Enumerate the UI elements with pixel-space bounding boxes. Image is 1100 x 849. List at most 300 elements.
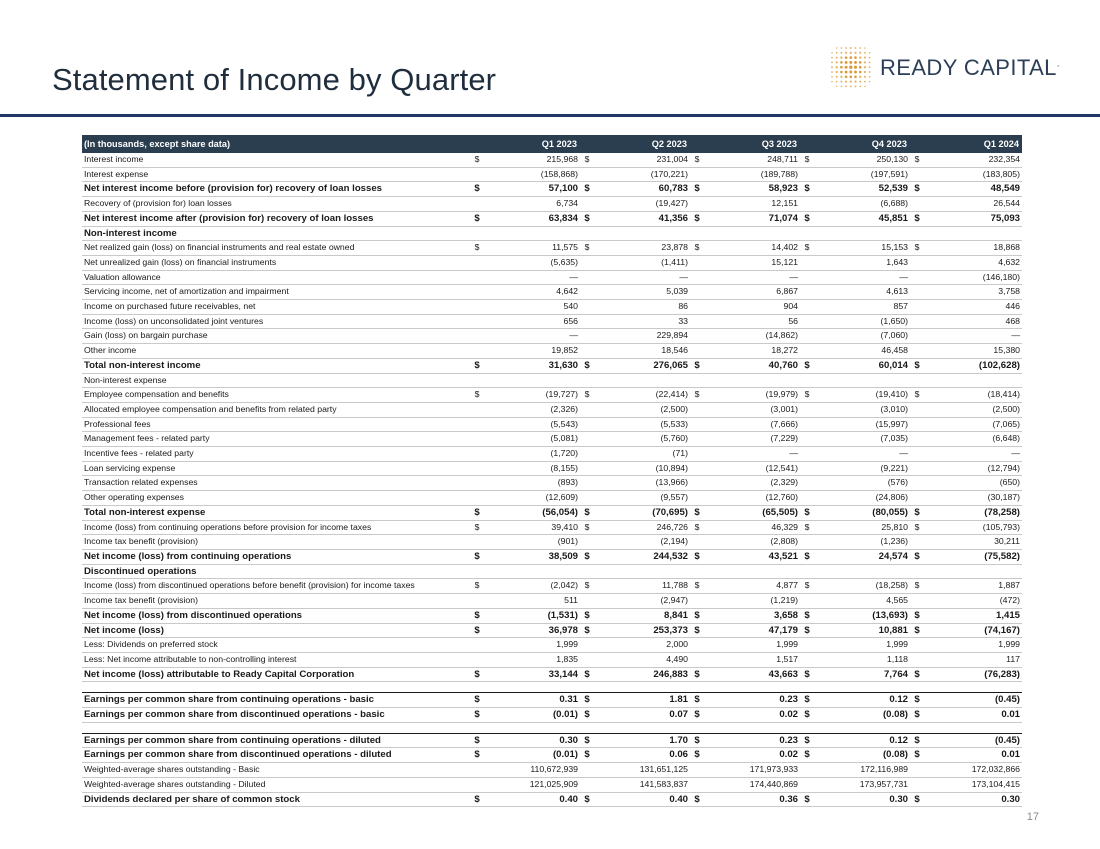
cell-value: (5,760) [594,432,690,447]
cell-value [484,722,580,733]
cell-value: 0.40 [484,792,580,807]
currency-symbol [910,432,924,447]
row-label: Less: Dividends on preferred stock [82,638,470,653]
currency-symbol: $ [800,708,814,723]
cell-value: 33 [594,314,690,329]
page-number: 17 [1026,811,1039,823]
cell-value: 8,841 [594,608,690,623]
currency-symbol: $ [800,693,814,708]
currency-symbol [800,300,814,315]
table-row [82,535,1022,550]
currency-symbol: $ [470,241,484,256]
cell-value: 540 [484,300,580,315]
currency-symbol [690,461,704,476]
table-row [82,693,1022,708]
currency-symbol: $ [470,748,484,763]
cell-value: (22,414) [594,388,690,403]
currency-symbol [800,638,814,653]
logo-dot [845,71,848,74]
currency-symbol [690,197,704,212]
currency-symbol [800,197,814,212]
cell-value: (19,727) [484,388,580,403]
row-label: Earnings per common share from discontinued operations - diluted [82,748,470,763]
cell-value: (10,894) [594,461,690,476]
cell-value: — [704,447,800,462]
cell-value: 1,643 [814,255,910,270]
quarter-header: Q1 2024 [924,135,1022,153]
logo-dot [836,61,838,63]
currency-symbol [690,432,704,447]
cell-value: (9,221) [814,461,910,476]
cell-value [594,682,690,693]
currency-symbol: $ [470,708,484,723]
currency-symbol [470,763,484,778]
quarter-header: Q4 2023 [814,135,910,153]
cell-value: (2,194) [594,535,690,550]
cell-value: 244,532 [594,549,690,564]
currency-symbol [690,594,704,609]
cell-value: 15,121 [704,255,800,270]
currency-symbol [470,417,484,432]
currency-symbol [580,402,594,417]
row-label: Other operating expenses [82,491,470,506]
currency-symbol [910,255,924,270]
cell-value: (5,081) [484,432,580,447]
currency-symbol: $ [580,608,594,623]
cell-value: (19,979) [704,388,800,403]
logo-dot [836,52,838,54]
currency-symbol: $ [800,579,814,594]
cell-value: (12,609) [484,491,580,506]
currency-symbol [690,476,704,491]
cell-value: (197,591) [814,167,910,182]
table-row [82,763,1022,778]
cell-value: 2,000 [594,638,690,653]
cell-value [924,722,1022,733]
currency-symbol: $ [470,153,484,167]
currency-symbol [690,329,704,344]
logo-dot [836,47,838,49]
currency-symbol: $ [580,693,594,708]
table-row [82,638,1022,653]
table-row [82,402,1022,417]
table-row [82,373,1022,388]
logo-dot [840,56,842,58]
cell-value: 3,758 [924,285,1022,300]
cell-value: (3,010) [814,402,910,417]
currency-symbol: $ [910,708,924,723]
cell-value: 232,354 [924,153,1022,167]
cell-value [484,226,580,241]
cell-value: 250,130 [814,153,910,167]
row-label: Net income (loss) attributable to Ready Capital Corporation [82,667,470,682]
currency-symbol: $ [690,608,704,623]
table-row [82,564,1022,579]
logo-dot [831,57,833,59]
cell-value: 173,104,415 [924,777,1022,792]
cell-value: 0.23 [704,733,800,748]
currency-symbol [800,461,814,476]
currency-symbol: $ [910,520,924,535]
cell-value: 11,788 [594,579,690,594]
cell-value: 19,852 [484,344,580,359]
logo-dot [864,61,866,63]
cell-value: (0.08) [814,708,910,723]
cell-value [484,682,580,693]
currency-symbol [470,447,484,462]
logo-dot [869,61,871,63]
currency-symbol [580,491,594,506]
spacer-row [82,722,1022,733]
cell-value: 58,923 [704,182,800,197]
cell-value: — [814,270,910,285]
logo-dot [859,71,862,74]
currency-symbol [910,197,924,212]
currency-symbol: $ [690,358,704,373]
logo-dot [864,81,866,83]
logo-dot [849,75,852,78]
logo-dot [864,71,866,73]
cell-value: (19,427) [594,197,690,212]
logo-dot [831,61,833,63]
row-label: Transaction related expenses [82,476,470,491]
currency-symbol [800,285,814,300]
cell-value: 11,575 [484,241,580,256]
table-row [82,314,1022,329]
cell-value: (78,258) [924,505,1022,520]
cell-value: 0.30 [484,733,580,748]
currency-symbol [580,476,594,491]
currency-symbol: $ [470,520,484,535]
currency-symbol [800,682,814,693]
cell-value: (7,065) [924,417,1022,432]
cell-value: 117 [924,652,1022,667]
cell-value: 246,883 [594,667,690,682]
row-label: Total non-interest income [82,358,470,373]
currency-symbol: $ [580,792,594,807]
table-row [82,733,1022,748]
currency-symbol: $ [800,623,814,638]
cell-value [814,722,910,733]
currency-symbol [910,763,924,778]
currency-symbol: $ [910,388,924,403]
row-label: Weighted-average shares outstanding - Basic [82,763,470,778]
cell-value: (1,219) [704,594,800,609]
row-label: Net interest income after (provision for) recovery of loan losses [82,211,470,226]
cell-value: (24,806) [814,491,910,506]
table-row [82,300,1022,315]
currency-symbol: $ [580,505,594,520]
logo-dot [855,47,857,49]
cell-value: 4,565 [814,594,910,609]
cell-value [484,564,580,579]
currency-symbol [800,722,814,733]
cell-value: — [594,270,690,285]
table-row [82,608,1022,623]
currency-symbol [580,226,594,241]
table-row [82,211,1022,226]
currency-symbol [470,344,484,359]
currency-symbol [910,226,924,241]
logo-dot [840,71,843,74]
logo-dot [859,66,862,69]
cell-value: 0.12 [814,733,910,748]
currency-symbol: $ [690,748,704,763]
cell-value: — [484,329,580,344]
logo-dot [831,71,833,73]
logo-dot [840,81,842,83]
currency-symbol: $ [910,358,924,373]
logo-dot [831,81,833,83]
cell-value [704,373,800,388]
currency-symbol: $ [580,623,594,638]
currency-symbol: $ [690,211,704,226]
cell-value: 1,999 [924,638,1022,653]
cell-value: (5,533) [594,417,690,432]
table-row [82,579,1022,594]
cell-value: (70,695) [594,505,690,520]
currency-symbol [470,402,484,417]
logo-dot [840,52,842,54]
cell-value: (1,411) [594,255,690,270]
cell-value: (5,543) [484,417,580,432]
currency-symbol: $ [910,182,924,197]
table-row [82,255,1022,270]
currency-symbol [800,314,814,329]
cell-value: 1.70 [594,733,690,748]
row-label: Net income (loss) from discontinued operations [82,608,470,623]
row-label: Earnings per common share from continuing operations - diluted [82,733,470,748]
row-label: Less: Net income attributable to non-controlling interest [82,652,470,667]
currency-symbol: $ [910,505,924,520]
cell-value: 276,065 [594,358,690,373]
cell-value [924,226,1022,241]
currency-symbol [800,270,814,285]
cell-value: (12,794) [924,461,1022,476]
logo-dot [850,80,852,82]
currency-symbol: $ [470,733,484,748]
cell-value: 1,835 [484,652,580,667]
cell-value: (15,997) [814,417,910,432]
cell-value [594,564,690,579]
currency-symbol [690,300,704,315]
currency-symbol [580,255,594,270]
currency-symbol [470,491,484,506]
logo-dot [859,47,861,49]
logo-dot [850,52,852,54]
cell-value [594,722,690,733]
cell-value: 18,546 [594,344,690,359]
cell-value: (9,557) [594,491,690,506]
row-label: Loan servicing expense [82,461,470,476]
currency-symbol: $ [470,211,484,226]
cell-value: 173,957,731 [814,777,910,792]
cell-value: 1,517 [704,652,800,667]
cell-value: (102,628) [924,358,1022,373]
cell-value: — [704,270,800,285]
currency-symbol [580,197,594,212]
logo-dot [869,81,871,83]
cell-value: 33,144 [484,667,580,682]
currency-symbol [800,491,814,506]
currency-symbol [910,476,924,491]
cell-value: 40,760 [704,358,800,373]
currency-symbol [580,564,594,579]
table-row [82,447,1022,462]
logo-dot [854,76,857,79]
row-label: Non-interest income [82,226,470,241]
cell-value: 4,613 [814,285,910,300]
spacer-row [82,682,1022,693]
currency-symbol [470,722,484,733]
cell-value: (14,862) [704,329,800,344]
cell-value: 41,356 [594,211,690,226]
currency-symbol [690,417,704,432]
currency-symbol: $ [690,182,704,197]
logo-dot [845,56,848,59]
currency-symbol [470,432,484,447]
cell-value: 231,004 [594,153,690,167]
currency-symbol: $ [690,708,704,723]
cell-value: (1,531) [484,608,580,623]
table-row [82,167,1022,182]
table-row [82,182,1022,197]
cell-value: 23,878 [594,241,690,256]
currency-symbol: $ [800,388,814,403]
cell-value: 52,539 [814,182,910,197]
cell-value: (12,541) [704,461,800,476]
currency-symbol: $ [690,623,704,638]
cell-value: 511 [484,594,580,609]
currency-symbol: $ [690,505,704,520]
row-label: Valuation allowance [82,270,470,285]
cell-value [814,226,910,241]
currency-symbol: $ [580,748,594,763]
row-label: Discontinued operations [82,564,470,579]
logo-dot [849,66,852,69]
currency-symbol [800,652,814,667]
logo-dot [845,66,848,69]
cell-value [814,682,910,693]
currency-symbol [470,226,484,241]
currency-symbol: $ [800,667,814,682]
cell-value: (8,155) [484,461,580,476]
logo-dot [864,52,866,54]
cell-value: (0.01) [484,748,580,763]
currency-symbol [690,373,704,388]
cell-value: (30,187) [924,491,1022,506]
cell-value: 656 [484,314,580,329]
cell-value: (576) [814,476,910,491]
currency-symbol [470,461,484,476]
currency-symbol [800,432,814,447]
logo-dot [869,52,871,54]
currency-symbol: $ [470,388,484,403]
currency-symbol: $ [580,211,594,226]
currency-symbol: $ [910,211,924,226]
currency-symbol: $ [910,241,924,256]
cell-value: 47,179 [704,623,800,638]
table-row [82,476,1022,491]
currency-symbol: $ [470,667,484,682]
table-body [82,153,1022,807]
logo-dot [845,52,847,54]
cell-value: (6,688) [814,197,910,212]
cell-value: 0.02 [704,748,800,763]
table-row [82,285,1022,300]
currency-symbol [470,777,484,792]
row-label: Earnings per common share from discontinued operations - basic [82,708,470,723]
cell-value: 0.01 [924,748,1022,763]
cell-value: (650) [924,476,1022,491]
currency-symbol: $ [470,182,484,197]
cell-value: 10,881 [814,623,910,638]
logo-dot [864,57,866,59]
currency-symbol [580,638,594,653]
logo-dot [854,80,856,82]
logo-dot [836,81,838,83]
cell-value: (71) [594,447,690,462]
logo-dot [831,52,833,54]
currency-symbol [470,255,484,270]
cell-value: (7,035) [814,432,910,447]
currency-symbol: $ [910,792,924,807]
currency-symbol [470,535,484,550]
currency-symbol [800,329,814,344]
cell-value: 56 [704,314,800,329]
currency-symbol [910,344,924,359]
cell-value: 4,642 [484,285,580,300]
cell-value: 86 [594,300,690,315]
currency-symbol [470,652,484,667]
currency-symbol: $ [470,549,484,564]
logo-dot [864,76,866,78]
header-label: (In thousands, except share data) [82,135,470,153]
currency-symbol [910,682,924,693]
cell-value: (74,167) [924,623,1022,638]
currency-symbol [690,402,704,417]
table-row [82,241,1022,256]
currency-symbol [580,285,594,300]
cell-value: (1,236) [814,535,910,550]
currency-symbol [800,447,814,462]
cell-value: (2,042) [484,579,580,594]
cell-value: (2,500) [924,402,1022,417]
currency-symbol: $ [690,241,704,256]
cell-value: 36,978 [484,623,580,638]
logo-dot [869,57,871,59]
cell-value: (0.01) [484,708,580,723]
cell-value [594,226,690,241]
currency-symbol [800,777,814,792]
currency-symbol [580,461,594,476]
currency-symbol: $ [690,520,704,535]
currency-symbol: $ [800,733,814,748]
row-label: Net income (loss) from continuing operations [82,549,470,564]
currency-symbol [910,652,924,667]
table-row [82,388,1022,403]
currency-symbol [580,447,594,462]
logo-dot [831,66,833,68]
row-label: Weighted-average shares outstanding - Diluted [82,777,470,792]
logo-dot [845,61,848,64]
currency-symbol [690,763,704,778]
cell-value: 174,440,869 [704,777,800,792]
currency-symbol [800,417,814,432]
cell-value: 904 [704,300,800,315]
currency-symbol [690,535,704,550]
currency-symbol [800,373,814,388]
